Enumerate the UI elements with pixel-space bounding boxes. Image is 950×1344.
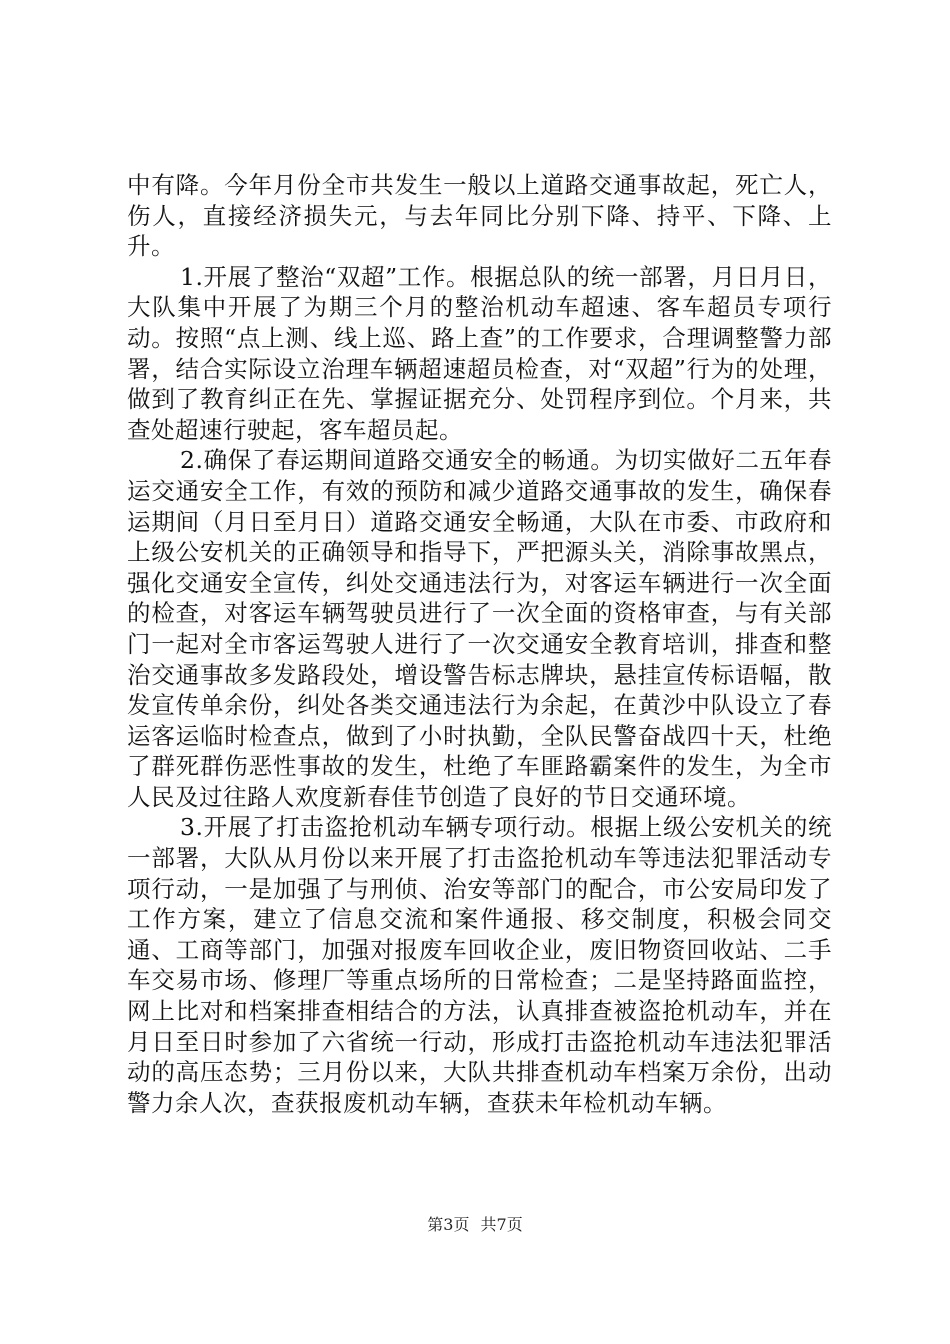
document-body — [127, 170, 832, 1118]
page-total: 共7页 — [480, 1215, 523, 1234]
paragraph-section-3: 3.开展了打击盗抢机动车辆专项行动。根据上级公安机关的统一部署，大队从月份以来开展了打击盗抢机动车等违法犯罪活动专项行动，一是加强了与刑侦、治安等部门的配合，市公安局印发了工作方案，建立了信息交流和案件通报、移交制度，积极会同交通、工商等部门，加强对报废车回收企业，废旧物资回收站、二手车交易市场、修理厂等重点场所的日常检查；二是坚持路面监控，网上比对和档案排查相结合的方法，认真排查被盗抢机动车，并在月日至日时参加了六省统一行动，形成打击盗抢机动车违法犯罪活动的高压态势；三月份以来，大队共排查机动车档案万余份，出动警力余人次，查获报废机动车辆，查获未年检机动车辆。 — [127, 813, 832, 1117]
paragraph-intro: 中有降。今年月份全市共发生一般以上道路交通事故起，死亡人，伤人，直接经济损失元，与去年同比分别下降、持平、下降、上升。 — [127, 171, 832, 261]
page-footer — [0, 1215, 950, 1235]
page-number: 第3页 — [427, 1215, 470, 1234]
paragraph-section-2: 2.确保了春运期间道路交通安全的畅通。为切实做好二五年春运交通安全工作，有效的预防和减少道路交通事故的发生，确保春运期间（月日至月日）道路交通安全畅通，大队在市委、市政府和上级公安机关的正确领导和指导下，严把源头关，消除事故黑点，强化交通安全宣传，纠处交通违法行为，对客运车辆进行一次全面的检查，对客运车辆驾驶员进行了一次全面的资格审查，与有关部门一起对全市客运驾驶人进行了一次交通安全教育培训，排查和整治交通事故多发路段处，增设警告标志牌块，悬挂宣传标语幅，散发宣传单余份，纠处各类交通违法行为余起，在黄沙中队设立了春运客运临时检查点，做到了小时执勤，全队民警奋战四十天，杜绝了群死群伤恶性事故的发生，杜绝了车匪路霸案件的发生，为全市人民及过往路人欢度新春佳节创造了良好的节日交通环境。 — [127, 446, 832, 811]
paragraph-section-1: 1.开展了整治“双超”工作。根据总队的统一部署，月日月日，大队集中开展了为期三个月的整治机动车超速、客车超员专项行动。按照“点上测、线上巡、路上查”的工作要求，合理调整警力部署，结合实际设立治理车辆超速超员检查，对“双超”行为的处理，做到了教育纠正在先、掌握证据充分、处罚程序到位。个月来，共查处超速行驶起，客车超员起。 — [127, 262, 832, 444]
